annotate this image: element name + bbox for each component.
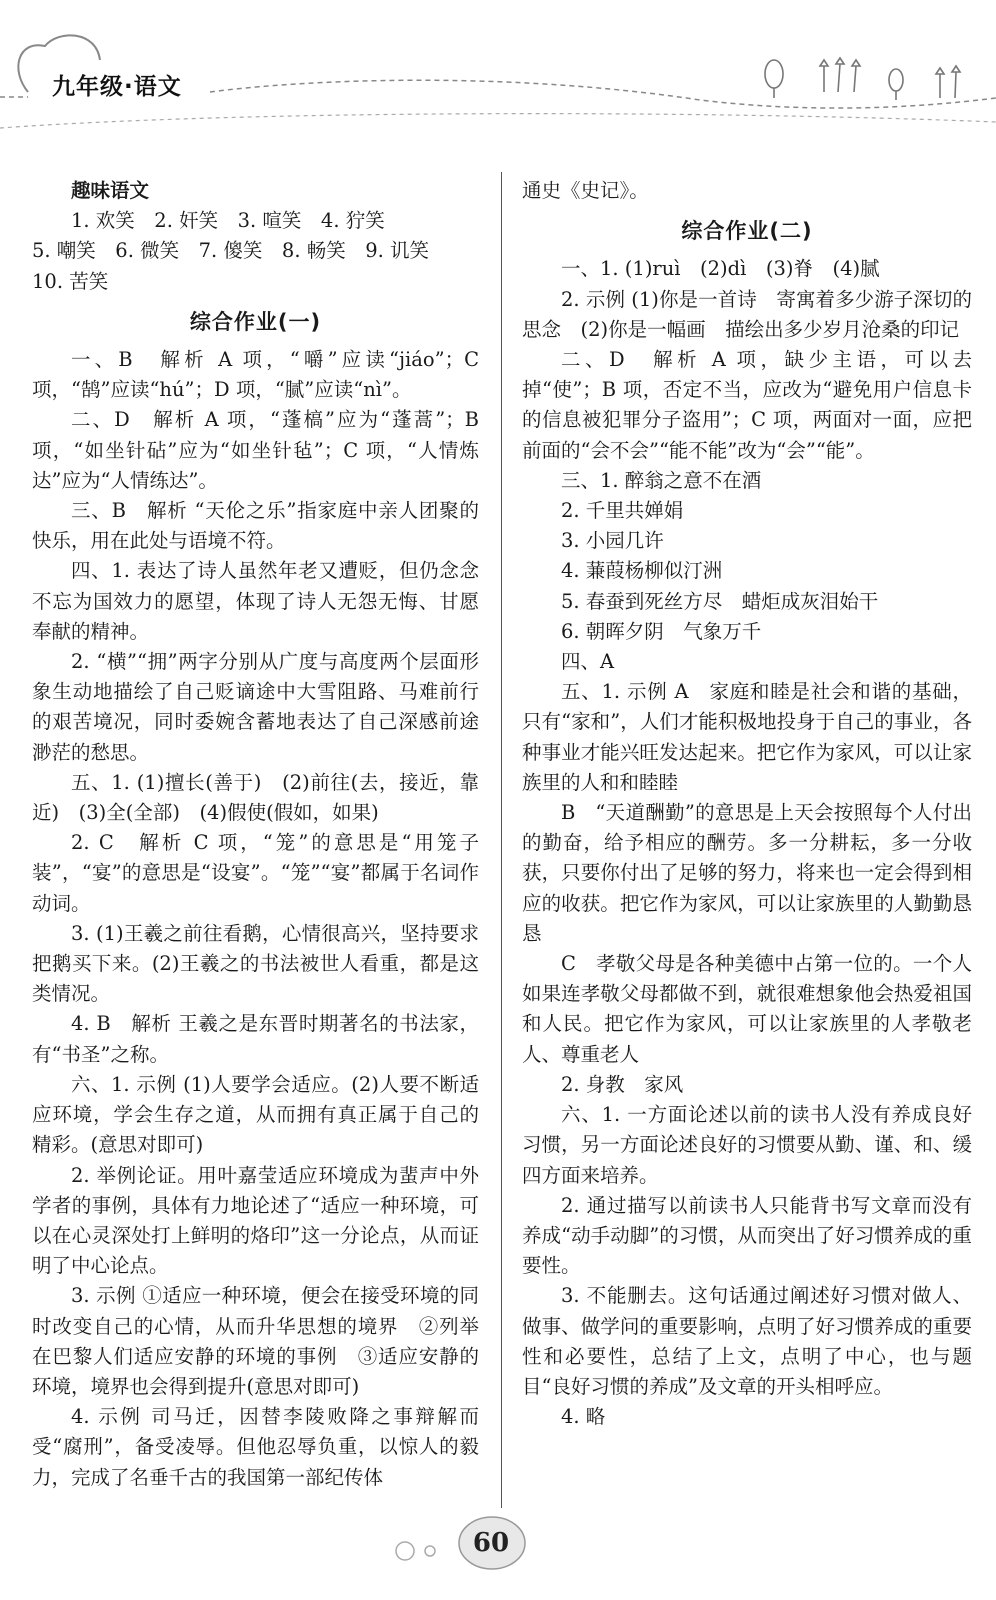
- section-title: 综合作业(一): [189, 309, 322, 334]
- answer-paragraph: C 孝敬父母是各种美德中占第一位的。一个人如果连孝敬父母都做不到，就很难想象他会热爱祖国和人民。把它作为家风，可以让家族里的人孝敬老人、尊重老人: [522, 952, 972, 1066]
- header-title: 九年级·语文: [52, 74, 182, 100]
- right-column: [522, 176, 972, 1432]
- left-column: [32, 176, 479, 1493]
- answer-paragraph: 4. 蒹葭杨柳似汀洲: [561, 559, 723, 583]
- section-title: 综合作业(二): [681, 219, 813, 244]
- answer-paragraph: 4. B 解析 王羲之是东晋时期著名的书法家，有“书圣”之称。: [32, 1012, 479, 1066]
- answer-paragraph: 二、D 解析 A 项，“蓬槁”应为“蓬蒿”；B 项，“如坐针砧”应为“如坐针毡”；C 项，“人情炼达”应为“人情练达”。: [32, 408, 479, 492]
- answer-paragraph: 2. 举例论证。用叶嘉莹适应环境成为蜚声中外学者的事例，具体有力地论述了“适应一种环境，可以在心灵深处打上鲜明的烙印”这一分论点，从而证明了中心论点。: [32, 1163, 479, 1278]
- answer-paragraph: 六、1. 示例 (1)人要学会适应。(2)人要不断适应环境，学会生存之道，从而拥有真正属于自己的精彩。(意思对即可): [32, 1072, 479, 1157]
- answer-paragraph: 趣味语文: [71, 179, 150, 202]
- answer-paragraph: 四、1. 表达了诗人虽然年老又遭贬，但仍念念不忘为国效力的愿望，体现了诗人无怨无悔、甘愿奉献的精神。: [32, 559, 479, 643]
- answer-paragraph: 3. 示例 ①适应一种环境，便会在接受环境的同时改变自己的心情，从而升华思想的境界 ②列举在巴黎人们适应安静的环境的事例 ③适应安静的环境，境界也会得到提升(意思对即可): [32, 1284, 479, 1398]
- page-number: 60: [472, 1528, 510, 1558]
- answer-paragraph: 2. 身教 家风: [561, 1072, 684, 1096]
- answer-paragraph: 三、B 解析 “天伦之乐”指家庭中亲人团聚的快乐，用在此处与语境不符。: [32, 499, 479, 553]
- answer-paragraph: 2. 通过描写以前读书人只能背书写文章而没有养成“动手动脚”的习惯，从而突出了好习惯养成的重要性。: [522, 1193, 972, 1278]
- answer-paragraph: 五、1. (1)擅长(善于) (2)前往(去，接近，靠近) (3)全(全部) (4)假使(假如，如果): [32, 770, 479, 825]
- page-header: [0, 0, 996, 150]
- answer-paragraph: 6. 朝晖夕阴 气象万千: [561, 619, 762, 643]
- answer-paragraph: 3. 小园几许: [561, 529, 664, 553]
- answer-paragraph: B “天道酬勤”的意思是上天会按照每个人付出的勤奋，给予相应的酬劳。多一分耕耘，多一分收获，只要你付出了足够的努力，将来也一定会得到相应的收获。把它作为家风，可以让家族里的人勤勤恳恳: [522, 801, 972, 945]
- answer-paragraph: 2. “横”“拥”两字分别从广度与高度两个层面形象生动地描绘了自己贬谪途中大雪阻路、马难前行的艰苦境况，同时委婉含蓄地表达了自己深感前途渺茫的愁思。: [32, 650, 479, 764]
- answer-paragraph: 4. 略: [561, 1405, 606, 1429]
- answer-paragraph: 六、1. 一方面论述以前的读书人没有养成良好习惯，另一方面论述良好的习惯要从勤、谨、和、缓四方面来培养。: [522, 1103, 972, 1187]
- answer-paragraph: 4. 示例 司马迁，因替李陵败降之事辩解而受“腐刑”，备受凌辱。但他忍辱负重，以惊人的毅力，完成了名垂千古的我国第一部纪传体: [32, 1405, 479, 1489]
- answer-paragraph: 五、1. 示例 A 家庭和睦是社会和谐的基础，只有“家和”，人们才能积极地投身于自己的事业，各种事业才能兴旺发达起来。把它作为家风，可以让家族里的人和和睦睦: [522, 680, 972, 794]
- answer-paragraph: 通史《史记》。: [522, 179, 649, 202]
- answer-paragraph: 1. 欢笑 2. 奸笑 3. 喧笑 4. 狞笑: [71, 209, 385, 233]
- answer-paragraph: 二、D 解析 A 项，缺少主语，可以去掉“使”；B 项，否定不当，应改为“避免用户信息卡的信息被犯罪分子盗用”；C 项，两面对一面，应把前面的“会不会”“能不能”改为“会”“能”。: [522, 348, 972, 462]
- answer-paragraph: 2. 千里共婵娟: [561, 499, 684, 523]
- answer-paragraph: 5. 嘲笑 6. 微笑 7. 傻笑 8. 畅笑 9. 讥笑: [32, 239, 430, 263]
- answer-paragraph: 2. 示例 (1)你是一首诗 寄寓着多少游子深切的思念 (2)你是一幅画 描绘出多少岁月沧桑的印记: [522, 287, 972, 341]
- answer-paragraph: 一、B 解析 A 项，“嚼”应读“jiáo”；C 项，“鹄”应读“hú”；D 项，“腻”应读“nì”。: [32, 348, 479, 402]
- answer-paragraph: 5. 春蚕到死丝方尽 蜡炬成灰泪始干: [561, 589, 879, 613]
- answer-paragraph: 四、A: [561, 650, 615, 674]
- answer-paragraph: 3. 不能删去。这句话通过阐述好习惯对做人、做事、做学问的重要影响，点明了好习惯养成的重要性和必要性，总结了上文，点明了中心，也与题目“良好习惯的养成”及文章的开头相呼应。: [522, 1284, 972, 1398]
- answer-paragraph: 3. (1)王羲之前往看鹅，心情很高兴，坚持要求把鹅买下来。(2)王羲之的书法被世人看重，都是这类情况。: [32, 921, 479, 1006]
- answer-paragraph: 三、1. 醉翁之意不在酒: [561, 468, 762, 492]
- answer-paragraph: 10. 苦笑: [32, 269, 109, 293]
- column-divider: [501, 172, 502, 1508]
- answer-paragraph: 一、1. (1)ruì (2)dì (3)脊 (4)腻: [561, 257, 880, 281]
- answer-paragraph: 2. C 解析 C 项，“笼”的意思是“用笼子装”，“宴”的意思是“设宴”。“笼”“宴”都属于名词作动词。: [32, 831, 479, 915]
